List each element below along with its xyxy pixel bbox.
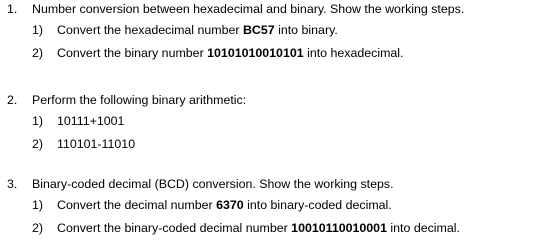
question-3-item-1-number: 1) [32, 198, 44, 212]
question-2-item-2 [0, 136, 538, 159]
question-1-heading [0, 1, 538, 22]
question-2-item-1-number: 1) [32, 114, 44, 128]
question-1-item-1-text [57, 22, 338, 39]
question-3-item-2-number: 2) [32, 221, 44, 235]
item-text-bold: 10010110010001 [291, 221, 387, 235]
question-2-number: 2. [7, 93, 18, 107]
question-3-number: 3. [7, 177, 18, 191]
question-3 [0, 176, 538, 243]
question-3-item-2 [0, 220, 538, 243]
question-1-item-2-number: 2) [32, 46, 44, 60]
item-text-bold: 6370 [216, 198, 244, 212]
question-1-item-2-text [57, 45, 404, 62]
question-1-items [0, 22, 538, 68]
item-text-before: Convert the binary-coded decimal number [57, 221, 292, 235]
question-1-item-2 [0, 45, 538, 68]
question-2-item-1-text: 10111+1001 [57, 114, 125, 128]
question-3-items [0, 197, 538, 243]
item-text-after: into decimal. [386, 221, 460, 235]
item-text-after: into hexadecimal. [303, 46, 404, 60]
item-text-before: Convert the decimal number [57, 198, 217, 212]
question-2-items [0, 113, 538, 159]
item-text-before: Convert the binary number [57, 46, 208, 60]
question-2-text: Perform the following binary arithmetic: [32, 93, 247, 107]
item-text-after: into binary-coded decimal. [243, 198, 392, 212]
question-2-item-1 [0, 113, 538, 136]
question-1-item-1-number: 1) [32, 23, 44, 37]
question-3-item-2-text [57, 220, 460, 237]
question-3-item-1 [0, 197, 538, 220]
question-3-item-1-text [57, 197, 392, 214]
question-3-heading [0, 176, 538, 197]
question-3-text: Binary-coded decimal (BCD) conversion. Show the working steps. [32, 177, 394, 191]
question-2 [0, 92, 538, 159]
question-1 [0, 1, 538, 68]
item-text-before: Convert the hexadecimal number [57, 23, 243, 37]
question-2-heading [0, 92, 538, 113]
question-2-item-2-text: 110101-11010 [57, 137, 136, 151]
question-1-text: Number conversion between hexadecimal and binary. Show the working steps. [32, 2, 465, 16]
item-text-after: into binary. [274, 23, 338, 37]
item-text-bold: 10101010010101 [207, 46, 304, 60]
question-1-item-1 [0, 22, 538, 45]
question-2-item-2-number: 2) [32, 137, 44, 151]
question-1-number: 1. [7, 2, 18, 16]
item-text-bold: BC57 [242, 23, 275, 37]
